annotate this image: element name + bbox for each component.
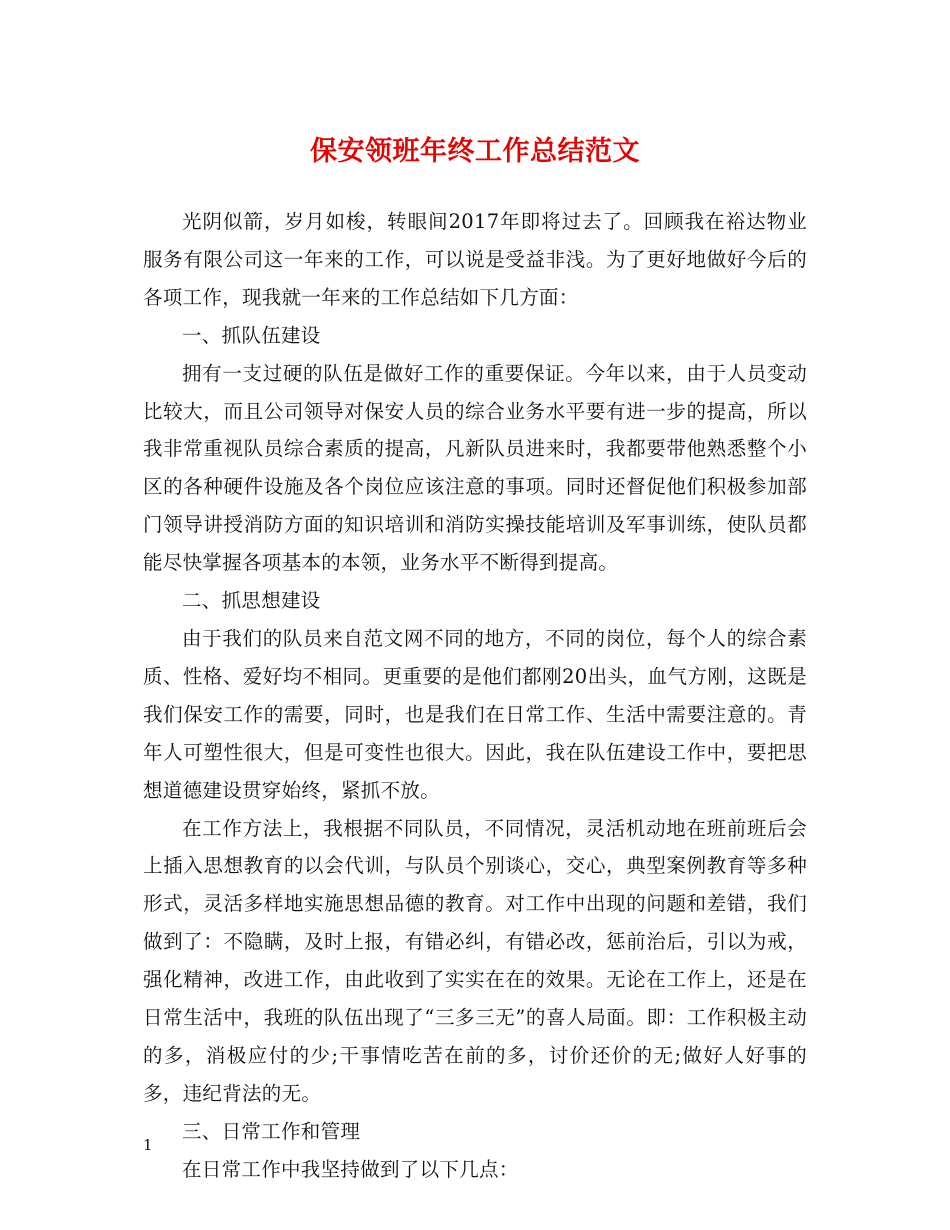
- section-heading-daily-work: 三、日常工作和管理: [182, 1119, 361, 1143]
- section-heading-team-building: 一、抓队伍建设: [182, 323, 321, 347]
- section-heading-ideology: 二、抓思想建设: [182, 589, 321, 613]
- document-title: 保安领班年终工作总结范文: [310, 136, 640, 167]
- paragraph-daily-work: 在日常工作中我坚持做到了以下几点：: [182, 1157, 519, 1181]
- paragraph-work-methods: 在工作方法上，我根据不同队员，不同情况，灵活机动地在班前班后会上插入思想教育的以会代训，与队员个别谈心，交心，典型案例教育等多种形式，灵活多样地实施思想品德的教育。对工作中出现的问题和差错，我们做到了：不隐瞒，及时上报，有错必纠，有错必改，惩前治后，引以为戒，强化精神，改进工作，由此收到了实实在在的效果。无论在工作上，还是在日常生活中，我班的队伍出现了“三多三无”的喜人局面。即：工作积极主动的多，消极应付的少;干事情吃苦在前的多，讨价还价的无;做好人好事的多，违纪背法的无。: [143, 816, 807, 1105]
- paragraph-intro: 光阴似箭，岁月如梭，转眼间2017年即将过去了。回顾我在裕达物业服务有限公司这一年来的工作，可以说是受益非浅。为了更好地做好今后的各项工作，现我就一年来的工作总结如下几方面：: [143, 210, 807, 309]
- document-body: [143, 203, 807, 1189]
- page-number: 1: [143, 1136, 153, 1154]
- paragraph-team-building: 拥有一支过硬的队伍是做好工作的重要保证。今年以来，由于人员变动比较大，而且公司领导对保安人员的综合业务水平要有进一步的提高，所以我非常重视队员综合素质的提高，凡新队员进来时，我都要带他熟悉整个小区的各种硬件设施及各个岗位应该注意的事项。同时还督促他们积极参加部门领导讲授消防方面的知识培训和消防实操技能培训及军事训练，使队员都能尽快掌握各项基本的本领，业务水平不断得到提高。: [143, 361, 807, 575]
- paragraph-ideology: 由于我们的队员来自范文网不同的地方，不同的岗位，每个人的综合素质、性格、爱好均不相同。更重要的是他们都刚20出头，血气方刚，这既是我们保安工作的需要，同时，也是我们在日常工作、生活中需要注意的。青年人可塑性很大，但是可变性也很大。因此，我在队伍建设工作中，要把思想道德建设贯穿始终，紧抓不放。: [143, 626, 807, 802]
